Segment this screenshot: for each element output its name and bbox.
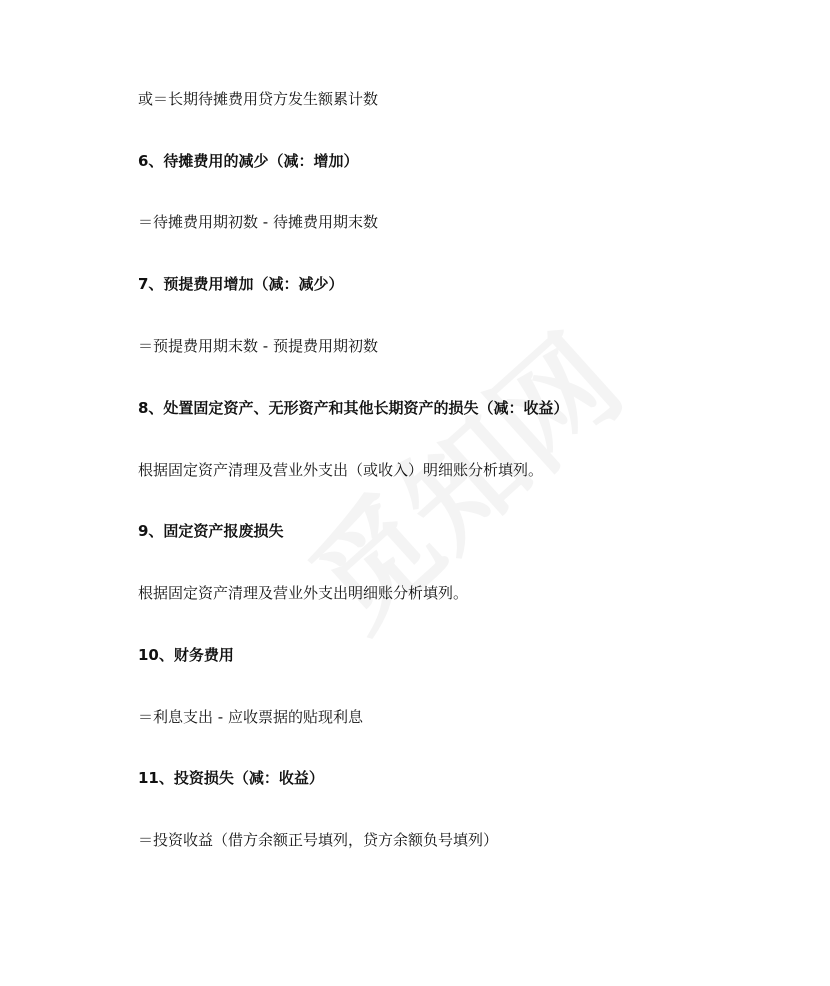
heading-asset-disposal-loss: 8、处置固定资产、无形资产和其他长期资产的损失（减：收益） (138, 399, 569, 417)
formula-line-accrued: ＝预提费用期末数 - 预提费用期初数 (138, 337, 378, 355)
heading-prepaid-decrease: 6、待摊费用的减少（减：增加） (138, 152, 359, 170)
formula-line-investment-income: ＝投资收益（借方余额正号填列，贷方余额负号填列） (138, 831, 499, 849)
heading-asset-scrap-loss: 9、固定资产报废损失 (138, 522, 284, 540)
formula-line-long-term-prepaid: 或＝长期待摊费用贷方发生额累计数 (138, 90, 379, 108)
heading-investment-loss: 11、投资损失（减：收益） (138, 769, 324, 787)
heading-financial-expense: 10、财务费用 (138, 646, 234, 664)
text-line-scrap-basis: 根据固定资产清理及营业外支出明细账分析填列。 (138, 584, 469, 602)
formula-line-financial-expense: ＝利息支出 - 应收票据的贴现利息 (138, 708, 363, 726)
text-line-disposal-basis: 根据固定资产清理及营业外支出（或收入）明细账分析填列。 (138, 461, 544, 479)
formula-line-prepaid: ＝待摊费用期初数 - 待摊费用期末数 (138, 213, 378, 231)
heading-accrued-increase: 7、预提费用增加（减：减少） (138, 275, 344, 293)
